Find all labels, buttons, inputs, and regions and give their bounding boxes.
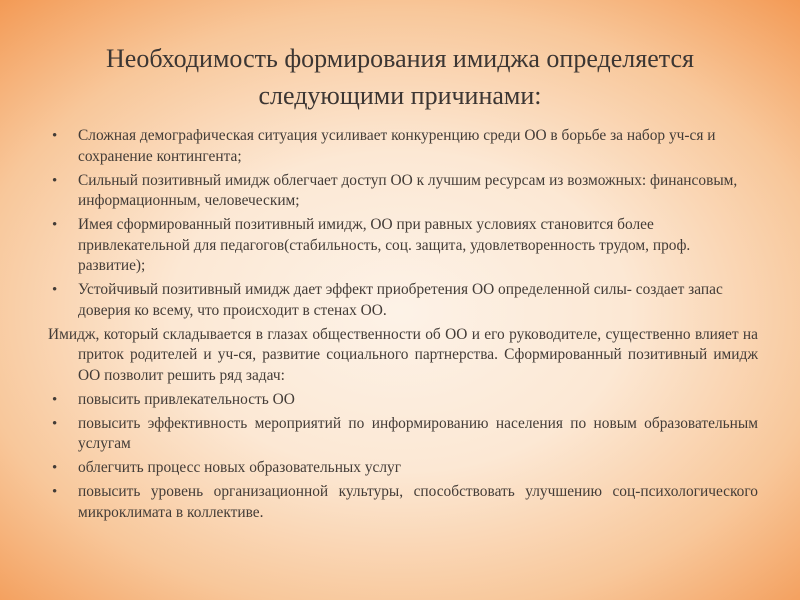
task-text: повысить привлекательность ОО: [78, 390, 295, 408]
task-item: [48, 458, 758, 479]
slide-title: Необходимость формирования имиджа определяется следующими причинами:: [106, 44, 694, 110]
bullet-icon: •: [52, 391, 58, 408]
slide-content: [48, 126, 758, 527]
reason-item: [48, 280, 758, 321]
reason-text: Устойчивый позитивный имидж дает эффект приобретения ОО определенной силы- создает запас доверия ко всему, что происходит в стенах ОО.: [78, 281, 723, 319]
bullet-icon: •: [52, 282, 58, 298]
task-text: повысить эффективность мероприятий по информированию населения по новым образовательным услугам: [78, 414, 758, 452]
reason-item: [48, 215, 758, 277]
bullet-icon: •: [52, 128, 58, 144]
reason-text: Сложная демографическая ситуация усиливает конкуренцию среди ОО в борьбе за набор уч-ся и сохранение контингента;: [78, 127, 716, 165]
bullet-icon: •: [52, 460, 58, 476]
task-item: [48, 390, 758, 411]
task-text: повысить уровень организационной культуры, способствовать улучшению соц-психологического микроклимата в коллективе.: [78, 483, 758, 521]
bullet-icon: •: [52, 172, 58, 189]
task-item: [48, 482, 758, 523]
task-text: облегчить процесс новых образовательных услуг: [78, 459, 402, 476]
reason-item: [48, 171, 758, 212]
bullet-icon: •: [52, 415, 58, 432]
reason-item: [48, 126, 758, 167]
image-paragraph: Имидж, который складывается в глазах общественности об ОО и его руководителе, существенно влияет на приток родителей и уч-ся, развитие социального партнерства. Сформированный позитивный имидж ОО позволит решить ряд задач:: [48, 325, 758, 384]
reason-text: Сильный позитивный имидж облегчает доступ ОО к лучшим ресурсам из возможных: финансовым, информационным, человеческим;: [78, 171, 738, 209]
bullet-icon: •: [52, 484, 58, 500]
task-item: [48, 414, 758, 455]
bullet-icon: •: [52, 217, 58, 233]
reason-text: Имея сформированный позитивный имидж, ОО при равных условиях становится более привлекательной для педагогов(стабильность, соц. защита, удовлетворенность трудом, проф. развитие);: [78, 216, 691, 274]
